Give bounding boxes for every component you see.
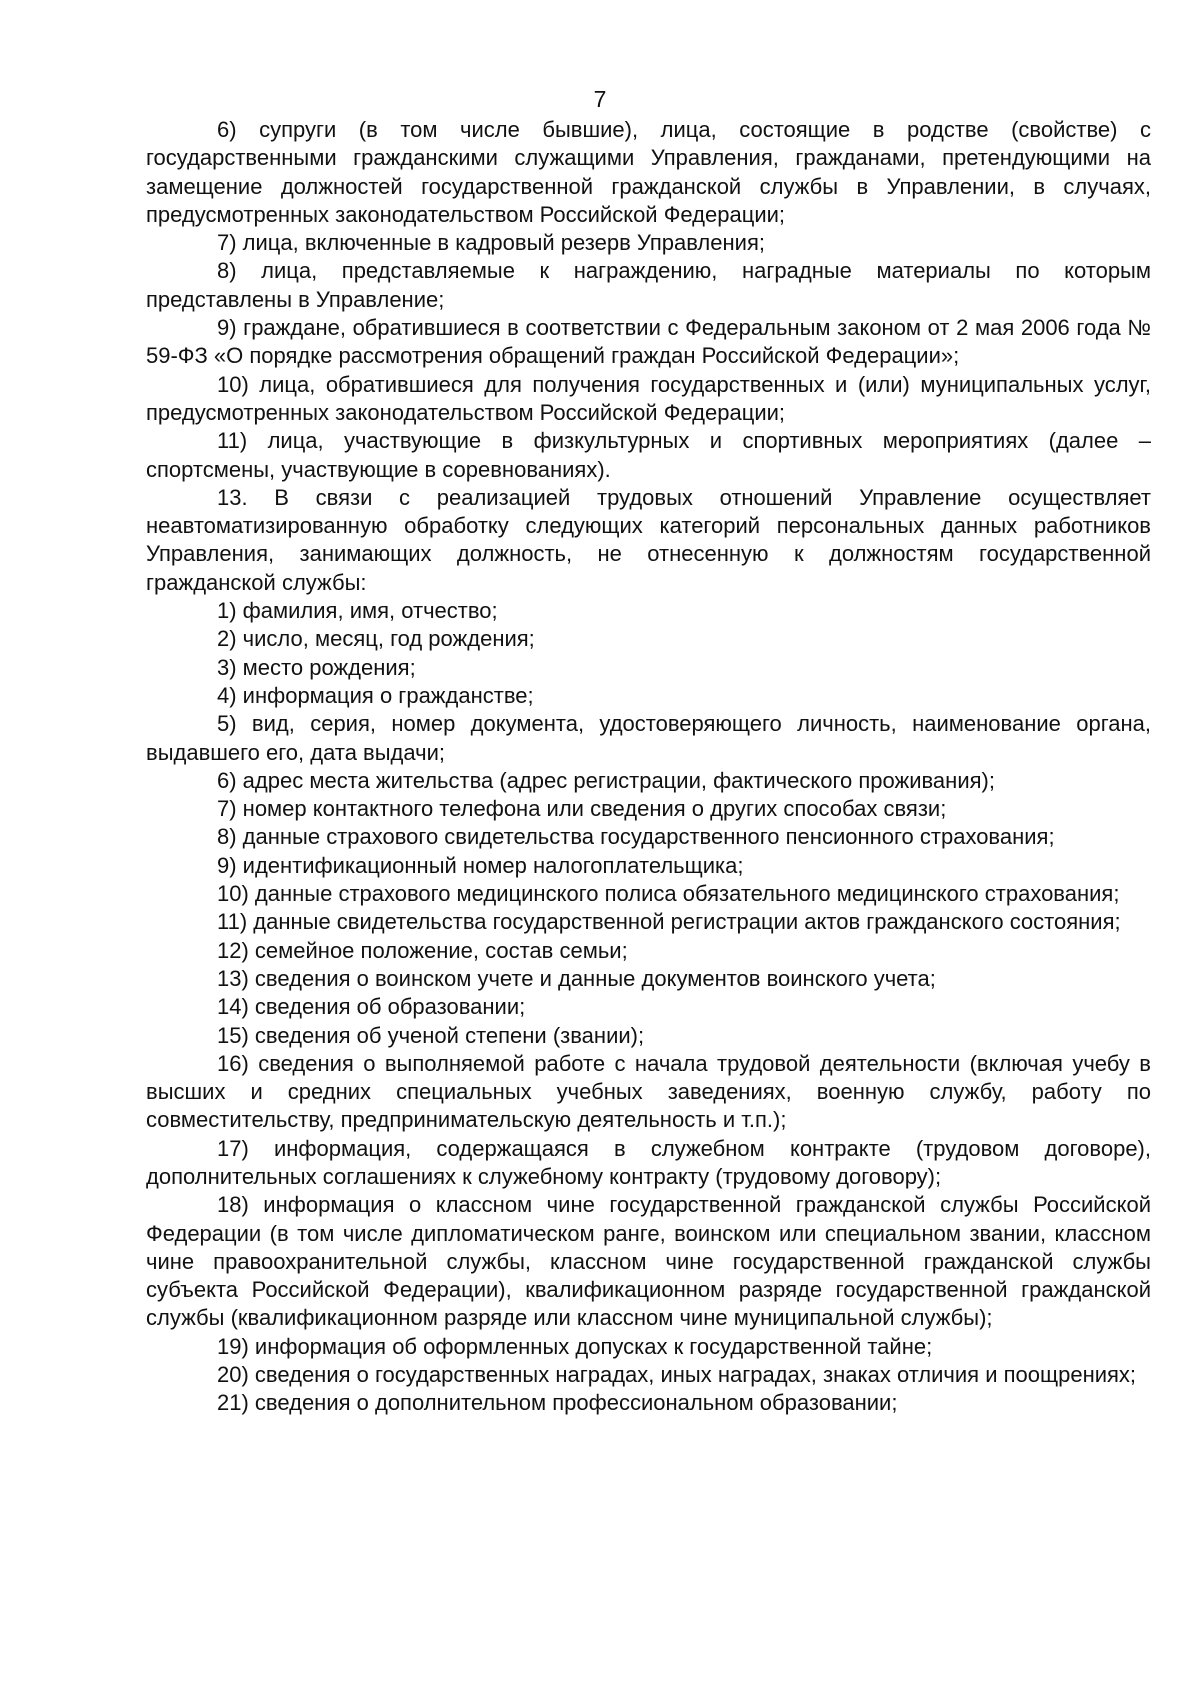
- list-item-id-document: 5) вид, серия, номер документа, удостоверяющего личность, наименование органа, выдавшего его, дата выдачи;: [146, 711, 1151, 765]
- document-body: [146, 116, 1151, 1418]
- list-item-address: 6) адрес места жительства (адрес регистрации, фактического проживания);: [217, 767, 995, 793]
- list-item-birth-place: 3) место рождения;: [217, 654, 416, 680]
- list-item-personnel-reserve: 7) лица, включенные в кадровый резерв Управления;: [217, 230, 765, 256]
- list-item-award-nominees: 8) лица, представляемые к награждению, наградные материалы по которым представлены в Управление;: [146, 258, 1151, 312]
- list-item-citizenship: 4) информация о гражданстве;: [217, 682, 534, 708]
- page-number: 7: [593, 86, 607, 112]
- list-item-class-rank: 18) информация о классном чине государственной гражданской службы Российской Федерации (в том числе дипломатическом ранге, воинском или специальном звании, классном чине правоохранительной службы, классном чине государственной гражданской службы субъекта Российской Федерации), квалификационном разряде государственной гражданской службы (квалификационном разряде или классном чине муниципальной службы);: [146, 1192, 1151, 1331]
- list-item-state-secret-access: 19) информация об оформленных допусках к государственной тайне;: [217, 1333, 933, 1359]
- list-item-military-registration: 13) сведения о воинском учете и данные документов воинского учета;: [217, 965, 936, 991]
- list-item-contract-info: 17) информация, содержащаяся в служебном контракте (трудовом договоре), дополнительных соглашениях к служебному контракту (трудовому договору);: [146, 1135, 1151, 1189]
- list-item-civil-status-acts: 11) данные свидетельства государственной регистрации актов гражданского состояния;: [217, 909, 1121, 935]
- list-item-family-status: 12) семейное положение, состав семьи;: [217, 937, 628, 963]
- section-13-intro: 13. В связи с реализацией трудовых отношений Управление осуществляет неавтоматизированную обработку следующих категорий персональных данных работников Управления, занимающих должность, не отнесенную к должностям государственной гражданской службы:: [146, 484, 1151, 595]
- list-item-birth-date: 2) число, месяц, год рождения;: [217, 626, 535, 652]
- list-item-athletes: 11) лица, участвующие в физкультурных и спортивных мероприятиях (далее – спортсмены, участвующие в соревнованиях).: [146, 428, 1151, 482]
- list-item-pension-insurance: 8) данные страхового свидетельства государственного пенсионного страхования;: [217, 824, 1055, 850]
- list-item-work-history: 16) сведения о выполняемой работе с начала трудовой деятельности (включая учебу в высших и средних специальных учебных заведениях, военную службу, работу по совместительству, предпринимательскую деятельность и т.п.);: [146, 1050, 1151, 1133]
- list-item-additional-education: 21) сведения о дополнительном профессиональном образовании;: [217, 1390, 898, 1416]
- list-item-education: 14) сведения об образовании;: [217, 994, 526, 1020]
- list-item-academic-degree: 15) сведения об ученой степени (звании);: [217, 1022, 645, 1048]
- list-item-awards: 20) сведения о государственных наградах, иных наградах, знаках отличия и поощрениях;: [217, 1362, 1137, 1388]
- list-item-phone: 7) номер контактного телефона или сведения о других способах связи;: [217, 796, 947, 822]
- list-item-taxpayer-id: 9) идентификационный номер налогоплательщика;: [217, 852, 744, 878]
- list-item-citizens-appeals: 9) граждане, обратившиеся в соответствии с Федеральным законом от 2 мая 2006 года № 59-ФЗ «О порядке рассмотрения обращений граждан Российской Федерации»;: [146, 315, 1151, 369]
- list-item-medical-insurance: 10) данные страхового медицинского полиса обязательного медицинского страхования;: [217, 881, 1120, 907]
- list-item-spouses: 6) супруги (в том числе бывшие), лица, состоящие в родстве (свойстве) с государственными гражданскими служащими Управления, гражданами, претендующими на замещение должностей государственной гражданской службы в Управлении, в случаях, предусмотренных законодательством Российской Федерации;: [146, 117, 1151, 227]
- list-item-full-name: 1) фамилия, имя, отчество;: [217, 598, 498, 624]
- list-item-public-services: 10) лица, обратившиеся для получения государственных и (или) муниципальных услуг, предусмотренных законодательством Российской Федерации;: [146, 371, 1151, 425]
